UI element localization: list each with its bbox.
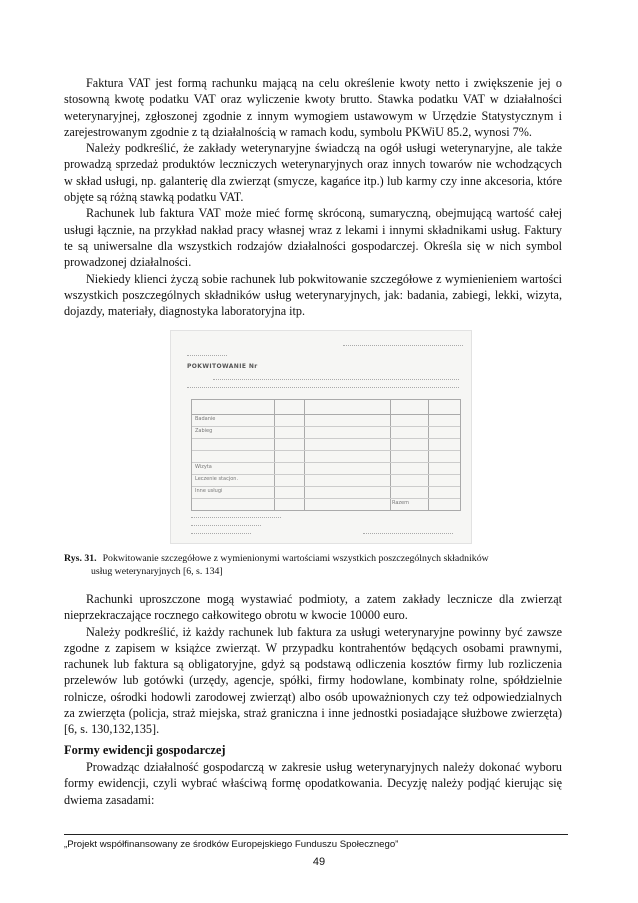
footer-note: „Projekt współfinansowany ze środków Europejskiego Funduszu Społecznego” [64, 839, 399, 850]
paragraph: Rachunki uproszczone mogą wystawiać podmioty, a zatem zakłady lecznicze dla zwierząt nieprzekraczające rocznego całkowitego obrotu w kwocie 10000 euro. [64, 592, 562, 623]
body-text-section [64, 759, 562, 808]
form-row-label: Zabieg [195, 428, 213, 434]
form-row-label: Inne usługi [195, 488, 223, 494]
form-row-label: Leczenie stacjon. [195, 476, 239, 482]
caption-text: Pokwitowanie szczegółowe z wymienionymi wartościami wszystkich poszczególnych składników [102, 553, 489, 564]
receipt-form-figure [170, 330, 472, 544]
form-title: POKWITOWANIE Nr [187, 363, 258, 370]
paragraph: Faktura VAT jest formą rachunku mającą na celu określenie kwoty netto i zwiększenie jej o stosowną kwotę podatku VAT oraz wyliczenie kwoty brutto. Stawka podatku VAT w działalności weterynaryjnej, zgłoszonej zgodnie z innym wymogiem ustawowym w Urzędzie Statystycznym i zarejestrowanym zgodnie z tą działalnością w ramach kodu, symbolu PKWiU 85.2, wynosi 7%. [64, 76, 562, 139]
paragraph: Niekiedy klienci życzą sobie rachunek lub pokwitowanie szczegółowe z wymienieniem wartości wszystkich poszczególnych składników usług weterynaryjnych, jak: badania, zabiegi, lekki, wizyta, dojazdy, materiały, diagnostyka laboratoryjna itp. [64, 271, 562, 319]
form-row-label: Razem [392, 500, 409, 506]
paragraph: Prowadząc działalność gospodarczą w zakresie usług weterynaryjnych należy dokonać wyboru formy ewidencji, czyli wybrać właściwą formę opodatkowania. Decyzję należy podjąć kierując się dwiema zasadami: [64, 760, 562, 807]
section-heading: Formy ewidencji gospodarczej [64, 743, 226, 757]
footer-divider [64, 834, 568, 835]
body-text-top [64, 75, 562, 319]
paragraph: Rachunek lub faktura VAT może mieć formę skróconą, sumaryczną, obejmującą wartość całej usługi łącznie, na przykład nakład pracy własnej wraz z lekami i innymi składnikami usług. Faktury te są uniwersalne dla wszystkich rodzajów działalności gospodarczej. Określa się w nich symbol prowadzonej działalności. [64, 206, 562, 270]
form-row-label: Wizyta [195, 464, 212, 470]
paragraph: Należy podkreślić, iż każdy rachunek lub faktura za usługi weterynaryjne powinny być zawsze zgodne z zapisem w książce zwierząt. W przypadku kontrahentów będących osobami prawnymi, rachunek lub faktura są obligatoryjne, gdyż są podstawą odliczenia kosztów firmy lub rozliczenia przelewów lub gotówki (urzędy, agencje, spółki, firmy hodowlane, kombinaty rolne, spółdzielnie rolnicze, ośrodki hodowli zarodowej zwierząt) albo osób upoważnionych czy też odpowiedzialnych za zwierzęta (policja, straż miejska, straż graniczna i inne jednostki posiadające służbowe zwierzęta) [6, s. 130,132,135]. [64, 624, 562, 737]
body-text-middle [64, 591, 562, 738]
paragraph: Należy podkreślić, że zakłady weterynaryjne świadczą na ogół usługi weterynaryjne, ale także prowadzą sprzedaż produktów leczniczych weterynaryjnych oraz innych towarów nie wchodzących w skład usługi, np. galanterię dla zwierząt (smycze, kagańce itp.) lub karmy czy inne akcesoria, które objęte są różną stawką podatku VAT. [64, 141, 562, 205]
caption-text-cont: usług weterynaryjnych [6, s. 134] [91, 565, 223, 577]
form-row-label: Badanie [195, 416, 216, 422]
figure-caption [64, 553, 562, 578]
page-number: 49 [312, 856, 326, 868]
caption-label: Rys. 31. [64, 553, 97, 564]
form-table [191, 399, 461, 511]
